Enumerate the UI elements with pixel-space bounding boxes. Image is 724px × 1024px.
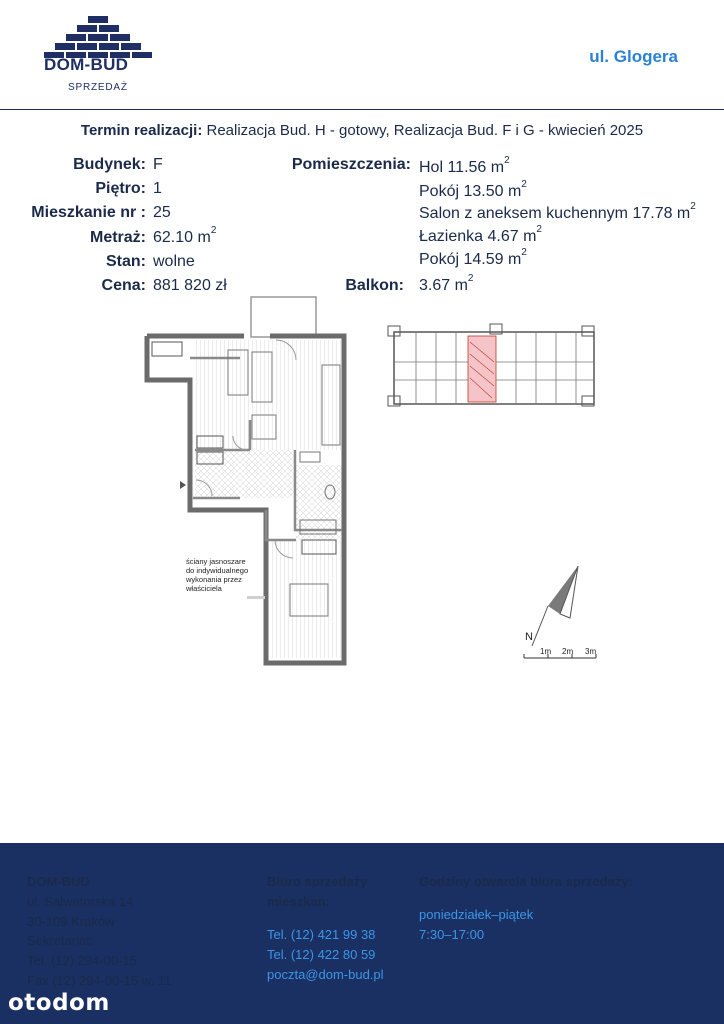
footer-address: ul. Salwatorska 14 xyxy=(27,893,134,909)
logo-subtitle: SPRZEDAŻ xyxy=(68,82,128,93)
office-title: mieszkań: xyxy=(267,893,330,909)
footer-hours-values xyxy=(419,905,533,945)
term-value: Realizacja Bud. H - gotowy, Realizacja Bud. F i G - kwiecień 2025 xyxy=(206,122,644,139)
office-phone-link[interactable]: Tel. (12) 422 80 59 xyxy=(267,946,376,962)
balcony-outline xyxy=(251,297,316,337)
status-label: Stan: xyxy=(106,253,146,270)
footer-opening-hours xyxy=(419,872,633,892)
area-value: 62.10 $m^2$ xyxy=(153,225,217,246)
hours-days: poniedziałek–piątek xyxy=(419,907,534,922)
room-floor xyxy=(266,540,342,658)
flat-value: 25 xyxy=(153,204,171,221)
entrance-arrow xyxy=(180,481,186,489)
room-item: Hol 11.56 $m^2$ xyxy=(419,155,510,176)
balcony-value: 3.67 $m^2$ xyxy=(419,273,474,294)
scale-label: 3m xyxy=(585,647,597,656)
stove xyxy=(300,452,320,462)
room-item: Łazienka 4.67 $m^2$ xyxy=(419,224,542,245)
office-title: Biuro sprzedaży xyxy=(267,874,368,889)
status-value: wolne xyxy=(153,253,195,270)
building-location-map xyxy=(386,322,608,410)
street-name: ul. Glogera xyxy=(589,47,678,66)
header-divider xyxy=(0,109,724,110)
completion-term xyxy=(0,122,724,139)
term-label: Termin realizacji: xyxy=(80,122,203,139)
selected-flat xyxy=(468,336,496,402)
footer-phone: Tel. (12) 294-00-15 xyxy=(27,953,137,969)
footer-company-name: DOM-BUD xyxy=(27,874,90,889)
floor-value: 1 xyxy=(153,180,162,197)
price-value: 881 820 zł xyxy=(153,277,227,294)
balcony-label: Balkon: xyxy=(345,277,404,294)
footer-address: 30-109 Kraków xyxy=(27,913,115,929)
wardrobe xyxy=(152,342,182,356)
footer-company-info xyxy=(27,872,171,991)
office-email-link[interactable]: poczta@dom-bud.pl xyxy=(267,966,384,982)
dom-bud-logo xyxy=(40,14,156,58)
logo-name: DOM-BUD xyxy=(44,55,129,74)
footer-secretariat: Sekretariat: xyxy=(27,933,94,949)
footer-sales-contacts xyxy=(267,925,384,984)
hours-time: 7:30–17:00 xyxy=(419,926,485,942)
room-item: Salon z aneksem kuchennym 17.78 $m^2$ xyxy=(419,201,696,222)
room-item: Pokój 13.50 $m^2$ xyxy=(419,179,527,200)
hours-title: Godziny otwarcia biura sprzedaży: xyxy=(419,874,633,889)
room-item: Pokój 14.59 $m^2$ xyxy=(419,247,527,268)
area-label: Metraż: xyxy=(89,229,146,246)
office-phone-link[interactable]: Tel. (12) 421 99 38 xyxy=(267,927,376,942)
hall-floor xyxy=(195,450,295,498)
floor-label: Piętro: xyxy=(95,180,146,197)
light-wall xyxy=(247,596,265,599)
footer-fax: Fax (12) 294-00-15 w. 11 xyxy=(27,972,172,988)
building-label: Budynek: xyxy=(73,156,146,173)
apartment-floor-plan xyxy=(140,292,360,668)
scale-label: 1m xyxy=(540,647,552,656)
price-label: Cena: xyxy=(101,277,146,294)
otodom-watermark: otodom xyxy=(8,990,110,1016)
building-value: F xyxy=(153,156,163,173)
north-label: N xyxy=(525,631,533,643)
footer-sales-office xyxy=(267,872,367,912)
wall-note: ściany jasnoszare do indywidualnego wykonania przez właściciela xyxy=(186,557,249,593)
scale-label: 2m xyxy=(562,647,574,656)
room-floor xyxy=(195,340,341,450)
flat-label: Mieszkanie nr : xyxy=(31,204,146,221)
rooms-label: Pomieszczenia: xyxy=(291,156,411,173)
